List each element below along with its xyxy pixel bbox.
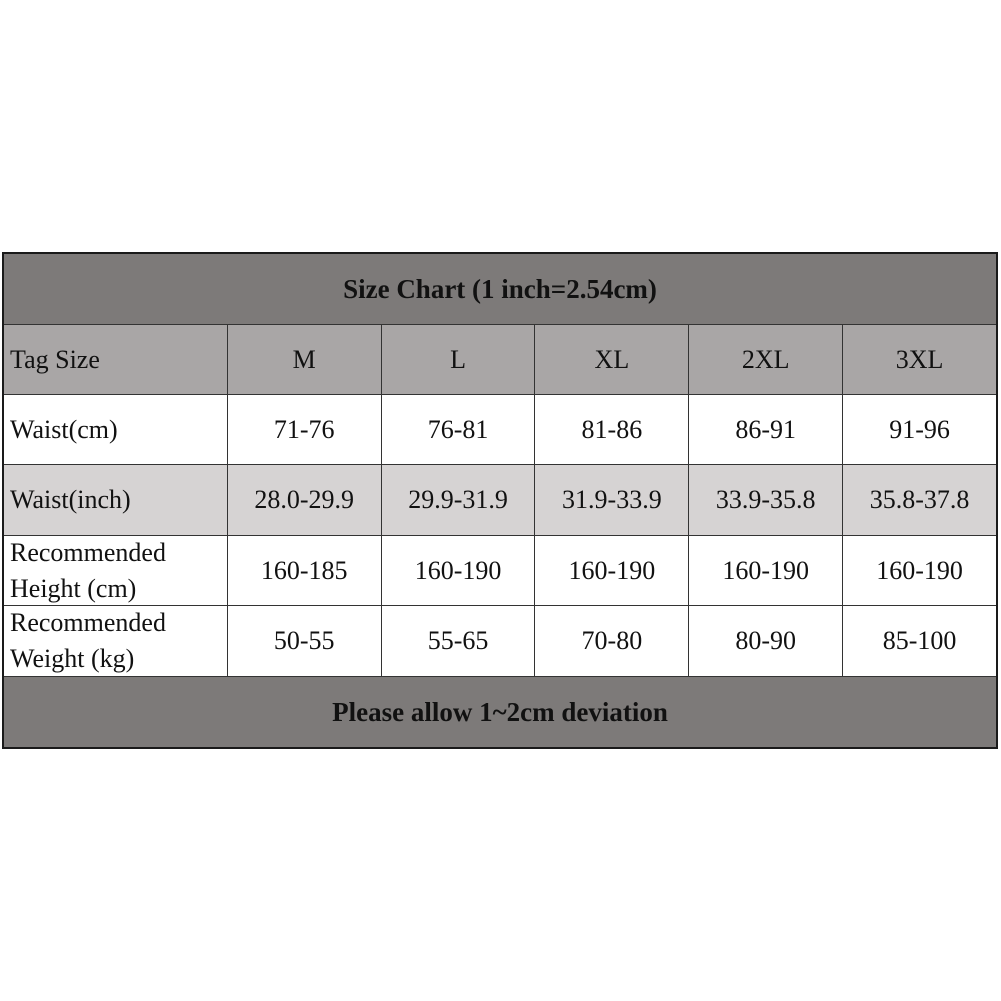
table-cell: 71-76 <box>228 395 382 464</box>
table-cell: 160-185 <box>228 536 382 605</box>
table-row-weight <box>4 606 996 677</box>
row-label-line2: Weight (kg) <box>10 644 135 673</box>
header-size-m: M <box>228 325 382 394</box>
table-cell: 70-80 <box>535 606 689 676</box>
row-label-line2: Height (cm) <box>10 573 137 603</box>
header-size-l: L <box>382 325 536 394</box>
table-cell: 31.9-33.9 <box>535 465 689 535</box>
title-row <box>4 254 996 325</box>
header-size-2xl: 2XL <box>689 325 843 394</box>
table-row-height <box>4 536 996 606</box>
header-size-xl: XL <box>535 325 689 394</box>
table-cell: 86-91 <box>689 395 843 464</box>
header-size-3xl: 3XL <box>843 325 996 394</box>
row-label: Waist(inch) <box>4 465 228 535</box>
footer-row <box>4 677 996 747</box>
table-cell: 29.9-31.9 <box>382 465 536 535</box>
table-cell: 85-100 <box>882 626 957 656</box>
table-cell: 160-190 <box>382 536 536 605</box>
table-cell: 80-90 <box>689 606 843 676</box>
table-cell: 50-55 <box>228 606 382 676</box>
table-cell: 160-190 <box>535 536 689 605</box>
table-cell: 160-190 <box>876 555 963 585</box>
table-row-waist-inch <box>4 465 996 536</box>
footer-note: Please allow 1~2cm deviation <box>332 696 668 727</box>
row-label-line1: Recommended <box>10 537 166 567</box>
chart-title: Size Chart (1 inch=2.54cm) <box>343 273 657 304</box>
row-label <box>4 536 228 605</box>
header-label: Tag Size <box>4 325 228 394</box>
table-cell: 55-65 <box>382 606 536 676</box>
table-cell: 91-96 <box>889 414 950 444</box>
header-row <box>4 325 996 395</box>
size-chart-table <box>2 252 998 749</box>
row-label: Waist(cm) <box>4 395 228 464</box>
table-cell: 33.9-35.8 <box>689 465 843 535</box>
table-cell: 35.8-37.8 <box>869 485 970 515</box>
row-label-line1: Recommended <box>10 608 166 637</box>
table-cell: 28.0-29.9 <box>228 465 382 535</box>
table-cell: 76-81 <box>382 395 536 464</box>
row-label <box>4 606 228 676</box>
table-cell: 160-190 <box>689 536 843 605</box>
table-cell: 81-86 <box>535 395 689 464</box>
table-row-waist-cm <box>4 395 996 465</box>
